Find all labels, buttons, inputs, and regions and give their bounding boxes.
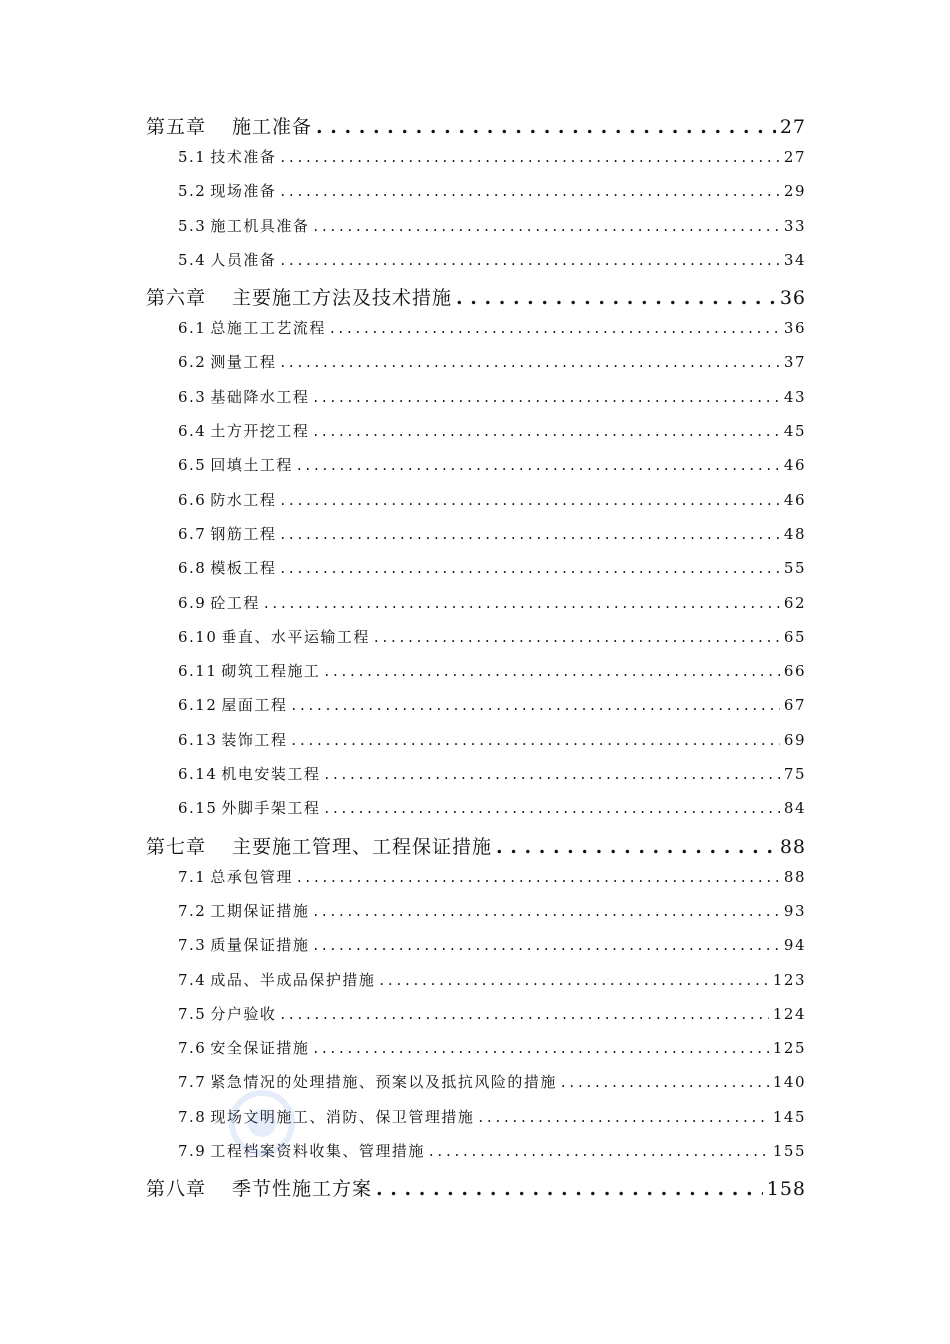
toc-section-entry[interactable] [146,763,806,797]
toc-page-number: 67 [783,696,806,715]
toc-page-number: 155 [772,1142,806,1161]
toc-page-number: 66 [783,662,806,681]
toc-entry-number: 7.4 [178,970,207,989]
toc-page-number: 123 [772,970,806,989]
toc-chapter-entry[interactable] [146,832,806,866]
toc-entry-label [178,180,276,201]
dot-leader [313,1039,768,1057]
toc-entry-label [178,763,320,784]
toc-page-number: 69 [783,730,806,749]
toc-entry-title: 施工准备 [232,116,313,138]
toc-section-entry[interactable] [146,489,806,523]
toc-entry-title: 成品、半成品保护措施 [210,970,376,989]
toc-page-number: 124 [772,1004,806,1023]
toc-page-number: 94 [783,936,806,955]
toc-section-entry[interactable] [146,934,806,968]
toc-entry-number: 6.12 [178,696,218,715]
toc-page-number: 55 [783,559,806,578]
toc-entry-title: 回填土工程 [210,456,293,475]
dot-leader [280,182,780,200]
toc-section-entry[interactable] [146,180,806,214]
toc-entry-label [146,112,312,139]
toc-section-entry[interactable] [146,317,806,351]
toc-page-number: 93 [783,901,806,920]
toc-section-entry[interactable] [146,420,806,454]
toc-entry-number: 7.2 [178,901,207,920]
dot-leader [280,148,780,166]
toc-section-entry[interactable] [146,557,806,591]
toc-entry-title: 砌筑工程施工 [221,662,321,681]
dot-leader [313,388,780,406]
toc-section-entry[interactable] [146,249,806,283]
dot-leader [313,422,780,440]
toc-entry-title: 屋面工程 [221,696,288,715]
toc-page-number: 75 [783,765,806,784]
dot-leader [313,217,780,235]
toc-section-entry[interactable] [146,729,806,763]
dot-leader [280,353,780,371]
toc-entry-title: 测量工程 [210,353,277,372]
toc-entry-label [178,351,276,372]
toc-entry-label [178,1037,309,1058]
toc-entry-number: 7.3 [178,936,207,955]
toc-section-entry[interactable] [146,866,806,900]
toc-entry-label [178,523,276,544]
toc-page-number: 37 [783,353,806,372]
toc-entry-label [146,832,492,859]
dot-leader [280,491,780,509]
toc-entry-title: 技术准备 [210,148,277,166]
dot-leader [478,1108,768,1126]
toc-page-number: 88 [779,835,806,858]
toc-section-entry[interactable] [146,694,806,728]
toc-page-number: 36 [779,287,806,310]
toc-entry-label [146,283,452,310]
toc-entry-number: 第六章 [146,287,207,310]
toc-entry-label [146,1174,372,1201]
toc-entry-title: 机电安装工程 [221,765,321,784]
toc-entry-label [178,454,293,475]
toc-entry-label [178,146,276,167]
toc-entry-title: 总施工工艺流程 [210,319,326,338]
toc-entry-number: 5.1 [178,148,207,166]
toc-section-entry[interactable] [146,454,806,488]
toc-section-entry[interactable] [146,626,806,660]
dot-leader [374,628,780,646]
toc-entry-label [178,317,326,338]
toc-entry-number: 5.3 [178,216,207,235]
toc-entry-number: 6.13 [178,730,218,749]
toc-entry-title: 人员准备 [210,250,277,269]
toc-entry-title: 现场准备 [210,182,277,201]
dot-leader [291,731,779,749]
toc-entry-label [178,900,309,921]
toc-entry-label [178,249,276,270]
dot-leader [297,456,780,474]
toc-section-entry[interactable] [146,900,806,934]
toc-entry-title: 垂直、水平运输工程 [221,627,370,646]
toc-section-entry[interactable] [146,969,806,1003]
dot-leader [313,902,780,920]
toc-chapter-entry[interactable] [146,283,806,317]
toc-section-entry[interactable] [146,523,806,557]
dot-leader [456,287,776,309]
toc-section-entry[interactable] [146,1037,806,1071]
toc-entry-number: 第五章 [146,116,207,138]
toc-entry-title: 主要施工方法及技术措施 [232,287,453,310]
toc-entry-number: 6.10 [178,627,218,646]
toc-entry-title: 分户验收 [210,1004,277,1023]
dot-leader [376,1178,763,1200]
toc-entry-number: 第八章 [146,1178,207,1201]
toc-section-entry[interactable] [146,1003,806,1037]
toc-entry-number: 6.1 [178,319,207,338]
toc-entry-number: 6.4 [178,422,207,441]
dot-leader [429,1142,769,1160]
toc-entry-number: 7.6 [178,1039,207,1058]
toc-page-number: 33 [783,216,806,235]
toc-entry-number: 5.4 [178,250,207,269]
toc-page-number: 125 [772,1039,806,1058]
toc-entry-label [178,557,276,578]
toc-page-number: 29 [783,182,806,201]
toc-entry-label [178,489,276,510]
toc-entry-label [178,797,320,818]
toc-section-entry[interactable] [146,797,806,831]
toc-entry-title: 紧急情况的处理措施、预案以及抵抗风险的措施 [210,1073,557,1092]
dot-leader [324,662,779,680]
toc-page-number: 27 [779,116,806,138]
toc-entry-title: 砼工程 [210,593,260,612]
toc-entry-label [178,420,309,441]
toc-page-number: 43 [783,387,806,406]
dot-leader [330,319,780,337]
toc-entry-number: 6.11 [178,662,218,681]
toc-entry-label [178,215,309,236]
toc-chapter-entry[interactable] [146,112,806,146]
toc-section-entry[interactable] [146,386,806,420]
toc-page-number: 48 [783,524,806,543]
toc-entry-number: 6.7 [178,524,207,543]
toc-entry-number: 6.5 [178,456,207,475]
toc-entry-label [178,934,309,955]
dot-leader [561,1073,769,1091]
toc-entry-title: 土方开挖工程 [210,422,310,441]
toc-entry-label [178,694,287,715]
toc-entry-number: 5.2 [178,182,207,201]
toc-entry-label [178,866,293,887]
toc-entry-number: 7.1 [178,867,207,886]
toc-entry-title: 现场文明施工、消防、保卫管理措施 [210,1107,475,1126]
dot-leader [264,594,780,612]
dot-leader [280,251,780,269]
toc-page-number: 140 [772,1073,806,1092]
toc-entry-number: 6.6 [178,490,207,509]
table-of-contents [146,112,806,1208]
dot-leader [291,696,779,714]
toc-entry-number: 7.5 [178,1004,207,1023]
toc-section-entry[interactable] [146,146,806,180]
toc-section-entry[interactable] [146,660,806,694]
dot-leader [379,971,768,989]
toc-entry-label [178,386,309,407]
toc-entry-title: 总承包管理 [210,867,293,886]
toc-page-number: 46 [783,456,806,475]
toc-entry-number: 7.9 [178,1142,207,1161]
toc-entry-label [178,969,375,990]
toc-page-number: 36 [783,319,806,338]
toc-entry-label [178,660,320,681]
toc-page-number: 158 [766,1178,806,1201]
toc-page-number: 27 [783,148,806,166]
toc-page-number: 45 [783,422,806,441]
toc-entry-title: 模板工程 [210,559,277,578]
watermark-icon [222,1088,302,1158]
toc-page-number: 145 [772,1107,806,1126]
toc-page-number: 34 [783,250,806,269]
toc-entry-number: 6.9 [178,593,207,612]
toc-entry-title: 工期保证措施 [210,901,310,920]
toc-entry-number: 第七章 [146,835,207,858]
toc-section-entry[interactable] [146,351,806,385]
dot-leader [313,936,780,954]
toc-entry-title: 安全保证措施 [210,1039,310,1058]
toc-entry-title: 主要施工管理、工程保证措施 [232,835,493,858]
dot-leader [324,799,779,817]
dot-leader [280,1005,768,1023]
toc-entry-number: 6.2 [178,353,207,372]
toc-entry-number: 6.14 [178,765,218,784]
toc-entry-title: 装饰工程 [221,730,288,749]
toc-entry-label [178,729,287,750]
dot-leader [280,559,780,577]
toc-section-entry[interactable] [146,215,806,249]
toc-entry-number: 7.7 [178,1073,207,1092]
toc-entry-title: 防水工程 [210,490,277,509]
toc-entry-label [178,626,370,647]
toc-entry-title: 质量保证措施 [210,936,310,955]
toc-entry-title: 钢筋工程 [210,524,277,543]
toc-page-number: 84 [783,799,806,818]
dot-leader [297,868,780,886]
dot-leader [280,525,780,543]
dot-leader [324,765,779,783]
toc-entry-title: 工程档案资料收集、管理措施 [210,1142,425,1161]
toc-entry-title: 施工机具准备 [210,216,310,235]
toc-entry-label [178,592,260,613]
toc-entry-number: 6.15 [178,799,218,818]
toc-chapter-entry[interactable] [146,1174,806,1208]
toc-entry-number: 6.3 [178,387,207,406]
dot-leader [496,836,776,858]
toc-entry-title: 基础降水工程 [210,387,310,406]
toc-page-number: 62 [783,593,806,612]
toc-page-number: 88 [783,867,806,886]
toc-entry-number: 6.8 [178,559,207,578]
toc-section-entry[interactable] [146,592,806,626]
dot-leader [316,116,776,138]
toc-page-number: 46 [783,490,806,509]
toc-entry-title: 外脚手架工程 [221,799,321,818]
toc-page-number: 65 [783,627,806,646]
toc-entry-label [178,1003,276,1024]
toc-entry-number: 7.8 [178,1107,207,1126]
toc-entry-title: 季节性施工方案 [232,1178,373,1201]
